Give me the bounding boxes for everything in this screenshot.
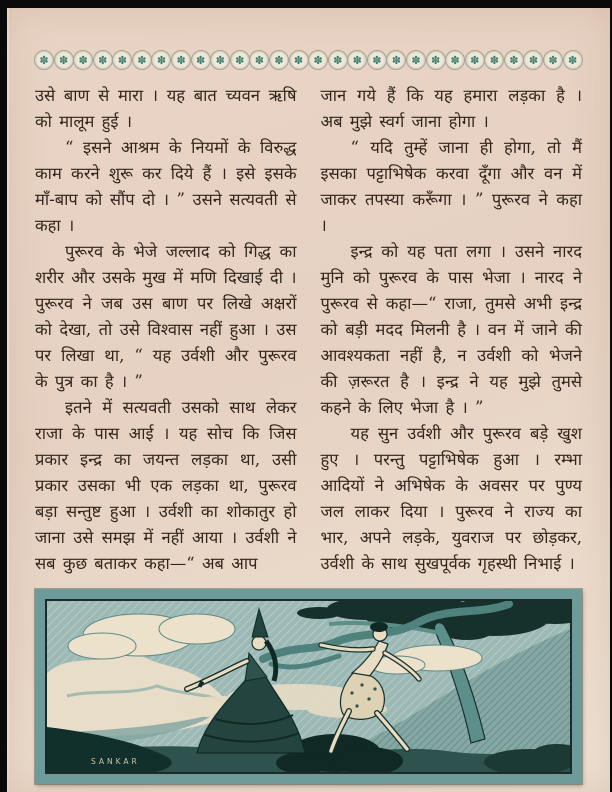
paragraph: इतने में सत्यवती उसको साथ लेकर राजा के पास आई । यह सोच कि जिस प्रकार इन्द्र का जयन्त लड़का था, उसी प्रकार उसका भी एक लड़का था, पुरूरव बड़ा सन्तुष्ट हुआ । उर्वशी का शोकातुर हो जाना उसे समझ में नहीं आया । उर्वशी ने सब कुछ बताकर कहा—“ अब आप <box>35 398 297 573</box>
rosette-flower-icon: ✽ <box>504 50 524 70</box>
rosette-flower-icon: ✽ <box>34 50 54 70</box>
story-illustration <box>35 589 582 784</box>
rosette-flower-icon: ✽ <box>210 50 230 70</box>
rosette-flower-icon: ✽ <box>484 50 504 70</box>
rosette-flower-icon: ✽ <box>308 50 328 70</box>
rosette-flower-icon: ✽ <box>563 50 583 70</box>
rosette-flower-icon: ✽ <box>73 50 93 70</box>
rosette-flower-icon: ✽ <box>367 50 387 70</box>
rosette-flower-icon: ✽ <box>328 50 348 70</box>
paragraph: जान गये हैं कि यह हमारा लड़का है । अब मुझे स्वर्ग जाना होगा । <box>320 86 582 131</box>
text-columns <box>35 83 582 577</box>
paragraph: “ यदि तुम्हें जाना ही होगा, तो मैं इसका पट्टाभिषेक करवा दूँगा और वन में जाकर तपस्या करूँगा । ” पुरूरव ने कहा । <box>320 138 582 235</box>
rosette-flower-icon: ✽ <box>230 50 250 70</box>
paragraph: “ इसने आश्रम के नियमों के विरुद्ध काम करने शुरू कर दिये हैं । इसे इसके माँ-बाप को सौंप दो । ” उसने सत्यवती से कहा । <box>35 138 297 235</box>
rosette-flower-icon: ✽ <box>543 50 563 70</box>
rosette-flower-icon: ✽ <box>289 50 309 70</box>
book-page <box>7 8 610 792</box>
rosette-flower-icon: ✽ <box>347 50 367 70</box>
rosette-flower-icon: ✽ <box>93 50 113 70</box>
page-content <box>7 8 610 792</box>
rosette-flower-icon: ✽ <box>112 50 132 70</box>
paragraph: यह सुन उर्वशी और पुरूरव बड़े खुश हुए । परन्तु पट्टाभिषेक हुआ । रम्भा आदियों ने अभिषेक के अवसर पर पुण्य जल लाकर दिया । पुरूरव ने राज्य का भार, अपने लड़के, युवराज पर छोड़कर, उर्वशी के साथ सुखपूर्वक गृहस्थी निभाई । <box>320 424 582 573</box>
rosette-flower-icon: ✽ <box>465 50 485 70</box>
rosette-flower-icon: ✽ <box>132 50 152 70</box>
paragraph: उसे बाण से मारा । यह बात च्यवन ऋषि को मालूम हुई । <box>35 86 297 131</box>
rosette-flower-icon: ✽ <box>406 50 426 70</box>
rosette-flower-icon: ✽ <box>426 50 446 70</box>
rosette-border <box>35 50 582 70</box>
rosette-flower-icon: ✽ <box>171 50 191 70</box>
paragraph: इन्द्र को यह पता लगा । उसने नारद मुनि को पुरूरव के पास भेजा । नारद ने पुरूरव से कहा—“ राजा, तुमसे अभी इन्द्र को बड़ी मदद मिलनी है । वन में जाने की आवश्यकता नहीं है, न उर्वशी को भेजने की ज़रूरत है । इन्द्र ने यह मुझे तुमसे कहने के लिए भेजा है । ” <box>320 242 582 417</box>
left-column <box>35 83 297 577</box>
rosette-flower-icon: ✽ <box>54 50 74 70</box>
rosette-flower-icon: ✽ <box>249 50 269 70</box>
urvashi-pururava-illustration <box>47 601 570 772</box>
artist-signature: SANKAR <box>91 757 140 766</box>
rosette-flower-icon: ✽ <box>523 50 543 70</box>
illustration-inner-border <box>45 599 572 774</box>
rosette-flower-icon: ✽ <box>151 50 171 70</box>
rosette-flower-icon: ✽ <box>269 50 289 70</box>
rosette-flower-icon: ✽ <box>191 50 211 70</box>
paragraph: पुरूरव के भेजे जल्लाद को गिद्ध का शरीर और उसके मुख में मणि दिखाई दी । पुरूरव ने जब उस बाण पर लिखे अक्षरों को देखा, तो उसे विश्वास नहीं हुआ । उस पर लिखा था, “ यह उर्वशी और पुरूरव के पुत्र का है । ” <box>35 242 297 391</box>
rosette-flower-icon: ✽ <box>445 50 465 70</box>
right-column <box>321 83 583 577</box>
rosette-flower-icon: ✽ <box>386 50 406 70</box>
